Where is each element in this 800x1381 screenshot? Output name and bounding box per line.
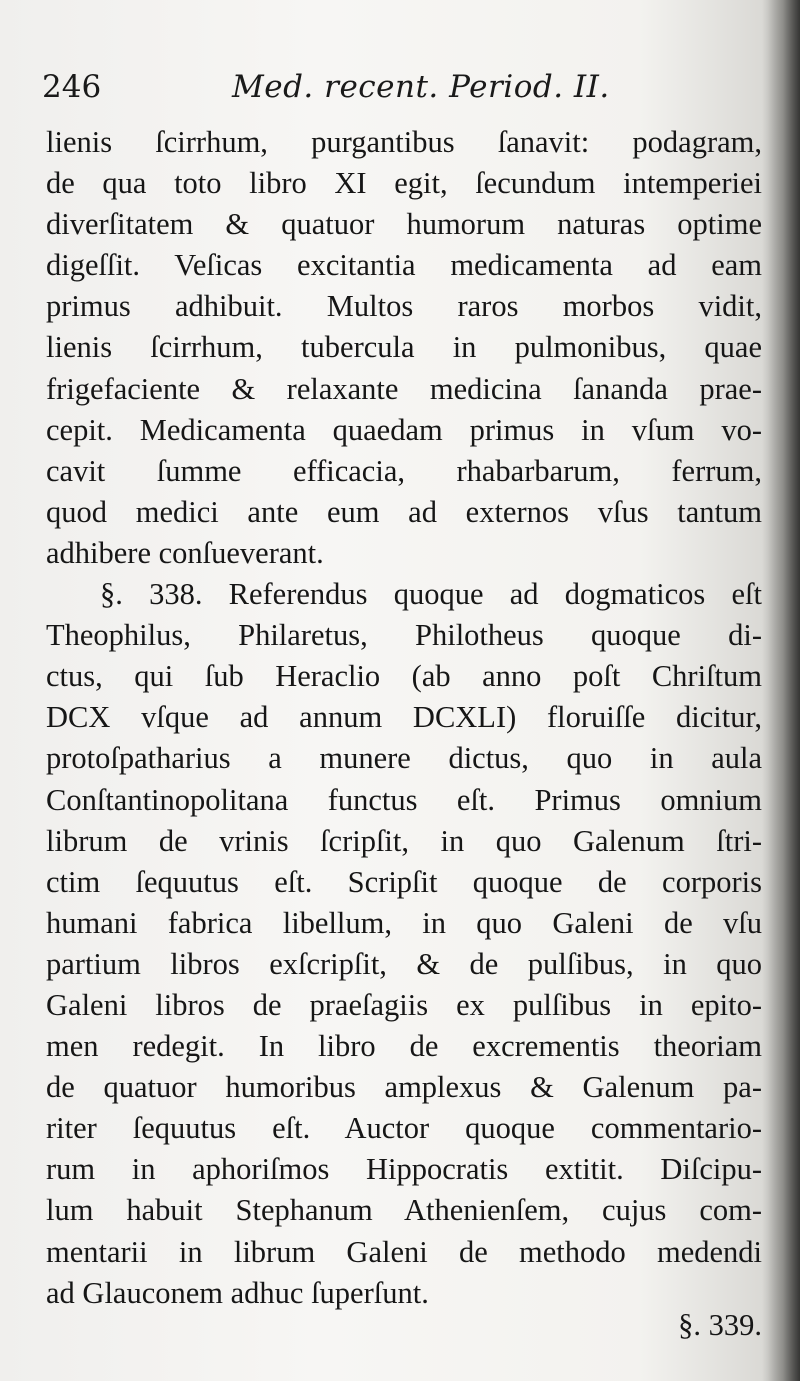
text-line: de qua toto libro XI egit, ſecundum intemperiei <box>46 166 762 201</box>
paragraph <box>46 122 762 574</box>
main-text <box>46 122 762 1314</box>
text-line: cavit ſumme efficacia, rhabarbarum, ferrum, <box>46 453 762 488</box>
text-line: adhibere conſueverant. <box>46 535 324 570</box>
page-header <box>42 62 742 112</box>
text-line: riter ſequutus eſt. Auctor quoque commentario- <box>46 1111 762 1146</box>
text-line: librum de vrinis ſcripſit, in quo Galenum ſtri- <box>46 823 762 858</box>
text-line: digeſſit. Veſicas excitantia medicamenta ad eam <box>46 248 762 283</box>
text-line: frigefaciente & relaxante medicina ſananda prae- <box>46 371 762 406</box>
text-line: DCX vſque ad annum DCXLI) floruiſſe dicitur, <box>46 700 762 735</box>
text-line: quod medici ante eum ad externos vſus tantum <box>46 494 762 529</box>
text-line: ad Glauconem adhuc ſuperſunt. <box>46 1275 429 1310</box>
text-line: lum habuit Stephanum Athenienſem, cujus com- <box>46 1193 762 1228</box>
text-line: primus adhibuit. Multos raros morbos vidit, <box>46 289 762 324</box>
text-line: ctus, qui ſub Heraclio (ab anno poſt Chriſtum <box>46 659 762 694</box>
page-binding-shadow <box>762 0 800 1381</box>
text-line: Theophilus, Philaretus, Philotheus quoque di- <box>46 618 762 653</box>
section-heading-line: §. 338. Referendus quoque ad dogmaticos eſt <box>100 577 762 612</box>
text-line: lienis ſcirrhum, purgantibus ſanavit: podagram, <box>46 125 762 159</box>
text-line: cepit. Medicamenta quaedam primus in vſum vo- <box>46 412 762 447</box>
text-line: lienis ſcirrhum, tubercula in pulmonibus, quae <box>46 330 762 365</box>
text-line: men redegit. In libro de excrementis theoriam <box>46 1029 762 1064</box>
running-head: Med. recent. Period. II. <box>232 69 610 105</box>
text-line: Galeni libros de praeſagiis ex pulſibus in epito- <box>46 987 762 1022</box>
text-line: ctim ſequutus eſt. Scripſit quoque de corporis <box>46 864 762 899</box>
paragraph-section-338 <box>46 574 762 1314</box>
text-line: Conſtantinopolitana functus eſt. Primus omnium <box>46 782 762 817</box>
page-number: 246 <box>42 69 102 105</box>
text-line: partium libros exſcripſit, & de pulſibus, in quo <box>46 946 762 981</box>
text-line: protoſpatharius a munere dictus, quo in aula <box>46 741 762 776</box>
text-line: diverſitatem & quatuor humorum naturas optime <box>46 207 762 242</box>
text-line: mentarii in librum Galeni de methodo medendi <box>46 1234 762 1269</box>
text-line: humani fabrica libellum, in quo Galeni de vſu <box>46 905 762 940</box>
text-line: rum in aphoriſmos Hippocratis extitit. Diſcipu- <box>46 1152 762 1187</box>
text-line: de quatuor humoribus amplexus & Galenum pa- <box>46 1070 762 1105</box>
catchword: §. 339. <box>678 1308 762 1342</box>
